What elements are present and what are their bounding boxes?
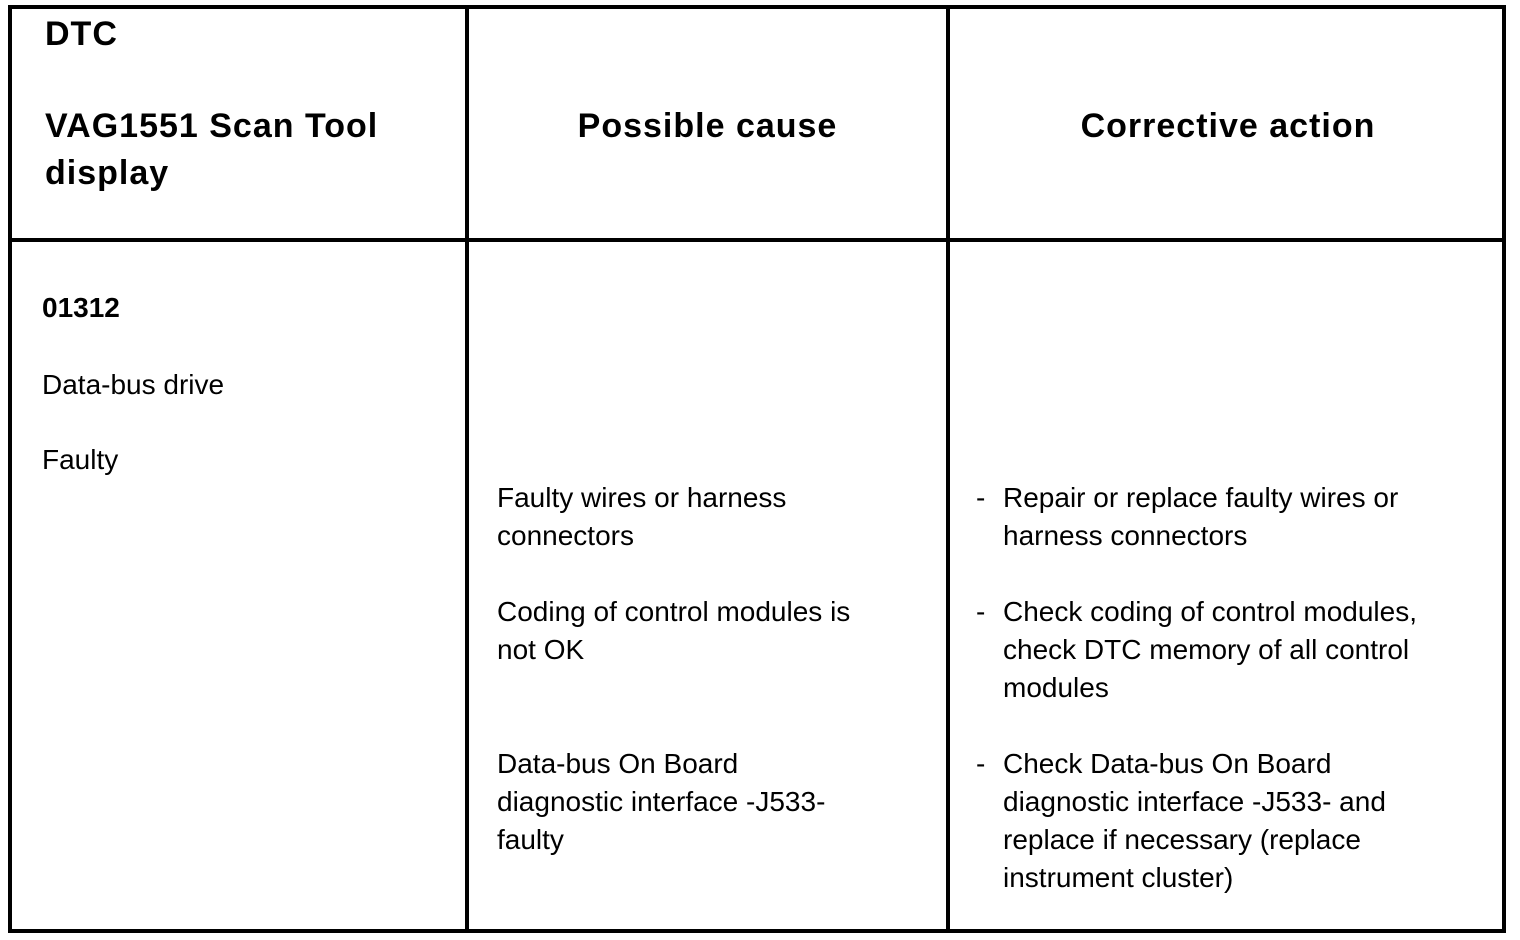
cause-item-2 — [497, 593, 850, 669]
action-3-bullet: - — [976, 748, 986, 779]
cause-2-line-2: not OK — [497, 634, 585, 665]
cause-1-line-2: connectors — [497, 520, 634, 551]
action-3-line-2: diagnostic interface -J533- and — [1003, 786, 1386, 817]
dtc-code: 01312 — [42, 292, 120, 323]
header-possible-cause: Possible cause — [577, 107, 838, 145]
action-2-line-3: modules — [1003, 672, 1109, 703]
cause-item-3 — [497, 745, 825, 859]
cause-3-line-2: diagnostic interface -J533- — [497, 786, 826, 817]
action-1-bullet: - — [976, 482, 986, 513]
action-2-line-2: check DTC memory of all control — [1003, 634, 1410, 665]
header-divider — [12, 238, 1502, 242]
action-1-line-2: harness connectors — [1003, 520, 1248, 551]
dtc-table — [8, 5, 1506, 933]
cause-item-1 — [497, 479, 786, 555]
action-2-bullet: - — [976, 596, 986, 627]
action-item-1 — [1003, 479, 1398, 555]
action-1-line-1: Repair or replace faulty wires or — [1003, 482, 1399, 513]
action-2-line-1: Check coding of control modules, — [1003, 596, 1417, 627]
action-item-2 — [1003, 593, 1417, 707]
cause-2-line-1: Coding of control modules is — [497, 596, 851, 627]
cause-3-line-1: Data-bus On Board — [497, 748, 739, 779]
dtc-description: Data-bus drive — [42, 369, 225, 400]
header-corrective-action: Corrective action — [1080, 107, 1376, 145]
header-scan-tool-label: VAG1551 Scan Tool — [45, 107, 379, 145]
action-3-line-4: instrument cluster) — [1003, 862, 1234, 893]
action-3-line-3: replace if necessary (replace — [1003, 824, 1361, 855]
dtc-status: Faulty — [42, 444, 119, 475]
action-3-line-1: Check Data-bus On Board — [1003, 748, 1332, 779]
cause-3-line-3: faulty — [497, 824, 564, 855]
column-divider-1 — [465, 9, 469, 929]
action-item-3 — [1003, 745, 1386, 897]
header-display-label: display — [45, 154, 170, 192]
header-dtc-label: DTC — [45, 15, 118, 53]
column-divider-2 — [946, 9, 950, 929]
cause-1-line-1: Faulty wires or harness — [497, 482, 787, 513]
